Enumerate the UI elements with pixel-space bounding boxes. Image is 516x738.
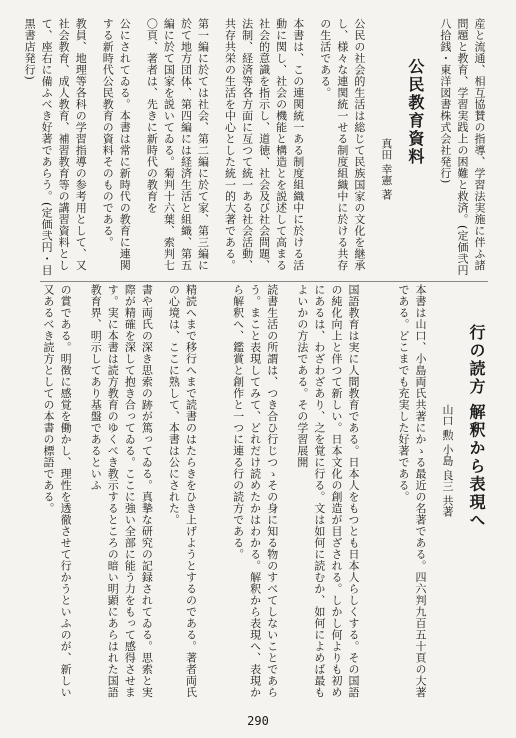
review-text-reading-2: 国語教育は実に人間教育である。日本人をもつとも日本人らしくする。その国語の純化向上と伴つて新しい。日本文化の創造が目ざされる。しかし何よりも初めにあるは、わざわざあり、之を覚に行る。文は如何に読むか、如何によめば最もよいかの方法である。その学習展開 — [295, 284, 360, 698]
review-text-prev: 産と流通、相互協賛の指導、学習法実施に伴ふ諸問題と教育、学習実践上の困難と救済。(定価弐円八拾銭・東洋図書株式会社発行) — [438, 18, 486, 276]
review-text-civics-5: 教員、地理等各科の学習指導の参考用として、又社会教育、成人教育、補習教育等の講習資料として、座右に備ふべき好著であらう。(定価弐円・目黒書店発行) — [23, 18, 88, 276]
review-text-reading-5: 書や両氏の深き思索の跡が篤ってゐる。真摯な研究の記録されてゐる。思索と実際が精確を深して抱き合ってゐる。ここに強い全部に能う力をもって感得させます。実に本書は読方教育のゆくべき教示するところの暗い明顕にあらはれた国語教育界、明示してあり基盤であるといふ — [89, 284, 154, 698]
review-text-reading-4: 精読へまで移行へまで読書のはたらきをひき上げようとするのである。著者両氏の心境は、ここに熟して、本書は公にされた。 — [167, 284, 198, 698]
review-text-reading-3: 読書生活の所謂は、つき合ひ行じつゝその身に知る物のすべてしないことであらう。まこと表現してみて、どれだけ読めたかはわかる。解釈から表現へ、表現から解釈へ、鑑賞と創作と一つに連る行の読方である。 — [231, 284, 279, 698]
review-text-reading-6: の賞である。明徴に感覚を働かし、理性を透徹させて行かうといふのが、新しい又あるべき読方としての本書の標語である。 — [42, 284, 73, 698]
review-text-civics-4: 公にされてゐる。本書は常に新時代の教育に連関する新時代公民教育の資料そのものである。 — [101, 18, 132, 271]
page-number: 290 — [247, 714, 269, 728]
book-title-civics: 公民教育資料 — [405, 58, 425, 166]
review-text-civics-1: 公民の社会的生活は総じて民族国家の文化を継承し、様々な連関統一せる制度組織中に於ける共存の生活である。 — [318, 18, 366, 271]
review-text-civics-2: 本書は、この連関統一ある制度組織中に於ける活動に関し、社会の機能と構造とを説述して高まる社会的意識を指示し、道徳、社会及び社会問題、法制、経済等各方面に亙つて統一ある社会活動、共存共栄の生活を中心とした統一的大著である。 — [223, 18, 305, 271]
book-author-civics: 真田 幸憲 著 — [379, 138, 393, 200]
book-authors-reading: 山口 勲 小島 良三 共著 — [441, 404, 454, 517]
lower-section — [40, 284, 488, 704]
book-title-reading: 行の読方 解釈から表現へ — [467, 324, 486, 530]
review-text-reading-1: 本書は山口、小島両氏共著にかゝる最近の名著である。四六判九百五十頁の大著である。どこまでも充実した好著である。 — [396, 284, 427, 698]
review-text-civics-3: 第一編に於ては社会、第二編に於て家、第三編に於て地方団体、第四編には経済生活と組織、第五編に於て国家を説いてゐる。菊判十六葉、索判七〇頁、著者は、先きに新時代の教育を — [145, 18, 210, 271]
upper-section — [23, 18, 488, 280]
section-divider — [40, 281, 488, 282]
